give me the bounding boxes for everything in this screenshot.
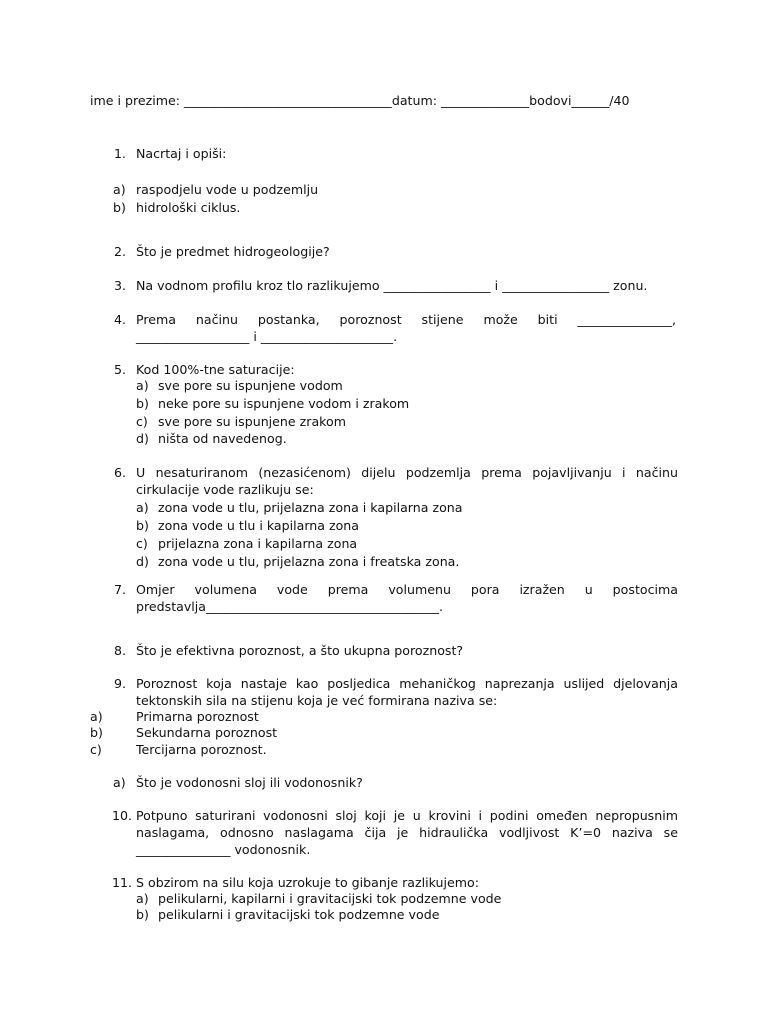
q10-line-1: Potpuno saturirani vodonosni sloj koji je u krovini i podini omeđen nepropusnim xyxy=(136,808,678,823)
q5-option-a-letter: a) xyxy=(136,378,149,393)
q1-a-letter: a) xyxy=(113,182,126,197)
q1-number: 1. xyxy=(113,146,126,161)
q6-option-d-text: zona vode u tlu, prijelazna zona i freatska zona. xyxy=(158,554,460,569)
q9-number: 9. xyxy=(113,676,126,691)
q6-option-b-text: zona vode u tlu i kapilarna zona xyxy=(158,518,360,533)
q9-option-a-text: Primarna poroznost xyxy=(136,709,259,724)
q6-line-2: cirkulacije vode razlikuju se: xyxy=(136,482,314,497)
q11-option-a-letter: a) xyxy=(136,891,149,906)
q9-option-b-text: Sekundarna poroznost xyxy=(136,725,278,740)
q2-number: 2. xyxy=(113,244,126,259)
q1-b-text: hidrološki ciklus. xyxy=(136,200,241,215)
q11-text: S obzirom na silu koja uzrokuje to gibanje razlikujemo: xyxy=(136,875,479,890)
q5-option-b-letter: b) xyxy=(136,396,149,411)
q11-option-b-letter: b) xyxy=(136,907,149,922)
q3-text: Na vodnom profilu kroz tlo razlikujemo _________________ i _________________ zonu. xyxy=(136,278,648,293)
q6-option-c-letter: c) xyxy=(136,536,148,551)
q9a-letter: a) xyxy=(113,775,126,790)
q6-line-1: U nesaturiranom (nezasićenom) dijelu podzemlja prema pojavljivanju i načinu xyxy=(136,465,678,480)
q3-number: 3. xyxy=(113,278,126,293)
q2-text: Što je predmet hidrogeologije? xyxy=(136,244,330,259)
q1-a-text: raspodjelu vode u podzemlju xyxy=(136,182,319,197)
q4-number: 4. xyxy=(113,312,126,327)
q7-line-1: Omjer volumena vode prema volumenu pora izražen u postocima xyxy=(136,582,678,597)
q10-line-2: naslagama, odnosno naslagama čija je hidraulička vodljivost K’=0 naziva se xyxy=(136,825,678,840)
q6-option-a-text: zona vode u tlu, prijelazna zona i kapilarna zona xyxy=(158,500,463,515)
q5-option-c-text: sve pore su ispunjene zrakom xyxy=(158,414,346,429)
q11-option-b-text: pelikularni i gravitacijski tok podzemne vode xyxy=(158,907,440,922)
q9-line-2: tektonskih sila na stijenu koja je već formirana naziva se: xyxy=(136,693,498,708)
q5-option-d-letter: d) xyxy=(136,431,149,446)
q5-text: Kod 100%-tne saturacije: xyxy=(136,362,295,377)
q6-number: 6. xyxy=(113,465,126,480)
q9a-text: Što je vodonosni sloj ili vodonosnik? xyxy=(136,775,363,790)
q5-option-a-text: sve pore su ispunjene vodom xyxy=(158,378,343,393)
q6-option-d-letter: d) xyxy=(136,554,149,569)
q4-line-1: Prema načinu postanka, poroznost stijene može biti _______________, xyxy=(136,312,676,327)
q8-number: 8. xyxy=(113,643,126,658)
q9-option-b-letter: b) xyxy=(90,725,103,740)
q8-text: Što je efektivna poroznost, a što ukupna poroznost? xyxy=(136,643,464,658)
q5-option-d-text: ništa od navedenog. xyxy=(158,431,287,446)
q9-option-c-text: Tercijarna poroznost. xyxy=(136,742,267,757)
q10-line-3: _______________ vodonosnik. xyxy=(136,842,311,857)
q7-line-2: predstavlja_____________________________________. xyxy=(136,599,444,614)
q1-text: Nacrtaj i opiši: xyxy=(136,146,227,161)
q11-number: 11. xyxy=(111,875,132,890)
q6-option-a-letter: a) xyxy=(136,500,149,515)
q7-number: 7. xyxy=(113,582,126,597)
q9-option-c-letter: c) xyxy=(90,742,102,757)
q5-option-c-letter: c) xyxy=(136,414,148,429)
q10-number: 10. xyxy=(111,808,132,823)
q6-option-c-text: prijelazna zona i kapilarna zona xyxy=(158,536,358,551)
q1-b-letter: b) xyxy=(113,200,126,215)
q9-line-1: Poroznost koja nastaje kao posljedica mehaničkog naprezanja uslijed djelovanja xyxy=(136,676,678,691)
q4-line-2: __________________ i _____________________. xyxy=(136,329,398,344)
q5-option-b-text: neke pore su ispunjene vodom i zrakom xyxy=(158,396,410,411)
q9-option-a-letter: a) xyxy=(90,709,103,724)
q5-number: 5. xyxy=(113,362,126,377)
q11-option-a-text: pelikularni, kapilarni i gravitacijski tok podzemne vode xyxy=(158,891,502,906)
q6-option-b-letter: b) xyxy=(136,518,149,533)
header-line: ime i prezime: _________________________________datum: ______________bodovi______/40 xyxy=(90,93,630,108)
